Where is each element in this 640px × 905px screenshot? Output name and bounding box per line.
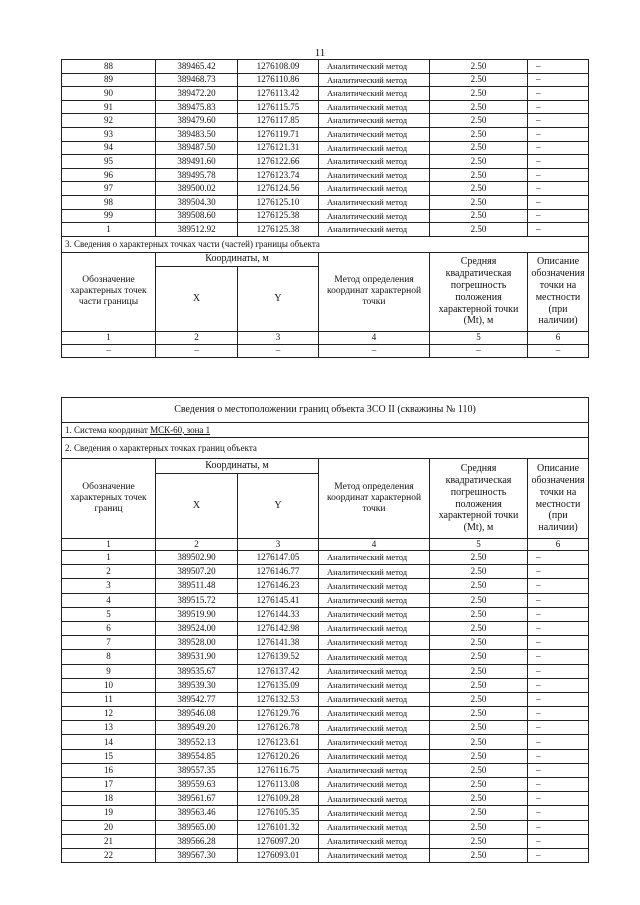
col-num: 6 <box>528 331 589 344</box>
method-cell: Аналитический метод <box>319 707 430 721</box>
col-num: 1 <box>62 539 156 551</box>
header-description: Описание обозначения точки на местности (при наличии) <box>528 459 589 539</box>
error-cell: 2.50 <box>430 565 528 579</box>
point-number: 98 <box>62 195 156 209</box>
point-number: 92 <box>62 114 156 128</box>
method-cell: Аналитический метод <box>319 73 430 87</box>
y-coordinate: 1276125.38 <box>238 209 319 223</box>
y-coordinate: 1276126.78 <box>238 721 319 735</box>
x-coordinate: 389483.50 <box>156 127 238 141</box>
table-row <box>62 678 589 692</box>
y-coordinate: 1276101.32 <box>238 820 319 834</box>
point-number: 15 <box>62 749 156 763</box>
description-cell: – <box>528 692 589 706</box>
y-coordinate: 1276109.28 <box>238 792 319 806</box>
empty-cell: – <box>62 344 156 357</box>
col-num: 6 <box>528 539 589 551</box>
table-row <box>62 114 589 128</box>
point-number: 21 <box>62 834 156 848</box>
method-cell: Аналитический метод <box>319 182 430 196</box>
method-cell: Аналитический метод <box>319 100 430 114</box>
y-coordinate: 1276132.53 <box>238 692 319 706</box>
point-number: 1 <box>62 223 156 237</box>
table-row <box>62 834 589 848</box>
table-row <box>62 593 589 607</box>
header-error: Средняя квадратическая погрешность положения характерной точки (Mt), м <box>430 252 528 331</box>
table-row <box>62 707 589 721</box>
coord-system-value: МСК-60, зона 1 <box>150 424 211 435</box>
header-method: Метод определения координат характерной точки <box>319 459 430 539</box>
block2-title: Сведения о местоположении границ объекта ЗСО II (скважины № 110) <box>62 398 589 423</box>
header-error: Средняя квадратическая погрешность положения характерной точки (Mt), м <box>430 459 528 539</box>
table-row <box>62 127 589 141</box>
y-coordinate: 1276147.05 <box>238 551 319 565</box>
coord-system-row <box>62 423 589 438</box>
y-coordinate: 1276129.76 <box>238 707 319 721</box>
table-row <box>62 223 589 237</box>
point-number: 97 <box>62 182 156 196</box>
description-cell: – <box>528 87 589 101</box>
y-coordinate: 1276146.23 <box>238 579 319 593</box>
table-row <box>62 195 589 209</box>
description-cell: – <box>528 100 589 114</box>
y-coordinate: 1276115.75 <box>238 100 319 114</box>
x-coordinate: 389475.83 <box>156 100 238 114</box>
method-cell: Аналитический метод <box>319 565 430 579</box>
table-row <box>62 763 589 777</box>
description-cell: – <box>528 664 589 678</box>
x-coordinate: 389519.90 <box>156 607 238 621</box>
error-cell: 2.50 <box>430 73 528 87</box>
header-y: Y <box>238 266 319 331</box>
error-cell: 2.50 <box>430 707 528 721</box>
x-coordinate: 389563.46 <box>156 806 238 820</box>
error-cell: 2.50 <box>430 749 528 763</box>
y-coordinate: 1276123.61 <box>238 735 319 749</box>
description-cell: – <box>528 195 589 209</box>
table-row <box>62 820 589 834</box>
x-coordinate: 389515.72 <box>156 593 238 607</box>
method-cell: Аналитический метод <box>319 749 430 763</box>
method-cell: Аналитический метод <box>319 60 430 74</box>
error-cell: 2.50 <box>430 100 528 114</box>
method-cell: Аналитический метод <box>319 593 430 607</box>
y-coordinate: 1276125.10 <box>238 195 319 209</box>
x-coordinate: 389511.48 <box>156 579 238 593</box>
table-row <box>62 155 589 169</box>
y-coordinate: 1276123.74 <box>238 168 319 182</box>
header-x: X <box>156 266 238 331</box>
point-number: 17 <box>62 778 156 792</box>
point-number: 9 <box>62 664 156 678</box>
point-number: 96 <box>62 168 156 182</box>
error-cell: 2.50 <box>430 223 528 237</box>
description-cell: – <box>528 114 589 128</box>
table-row <box>62 168 589 182</box>
method-cell: Аналитический метод <box>319 607 430 621</box>
point-number: 89 <box>62 73 156 87</box>
x-coordinate: 389491.60 <box>156 155 238 169</box>
x-coordinate: 389565.00 <box>156 820 238 834</box>
error-cell: 2.50 <box>430 87 528 101</box>
y-coordinate: 1276113.08 <box>238 778 319 792</box>
description-cell: – <box>528 593 589 607</box>
empty-cell: – <box>319 344 430 357</box>
section2-title: 2. Сведения о характерных точках границ объекта <box>62 438 589 459</box>
method-cell: Аналитический метод <box>319 223 430 237</box>
error-cell: 2.50 <box>430 792 528 806</box>
error-cell: 2.50 <box>430 593 528 607</box>
method-cell: Аналитический метод <box>319 792 430 806</box>
description-cell: – <box>528 168 589 182</box>
table-row <box>62 735 589 749</box>
table-row <box>62 621 589 635</box>
y-coordinate: 1276097.20 <box>238 834 319 848</box>
point-number: 95 <box>62 155 156 169</box>
description-cell: – <box>528 551 589 565</box>
method-cell: Аналитический метод <box>319 141 430 155</box>
table-row <box>62 692 589 706</box>
y-coordinate: 1276139.52 <box>238 650 319 664</box>
col-num: 3 <box>238 331 319 344</box>
point-number: 91 <box>62 100 156 114</box>
method-cell: Аналитический метод <box>319 820 430 834</box>
method-cell: Аналитический метод <box>319 778 430 792</box>
y-coordinate: 1276110.86 <box>238 73 319 87</box>
error-cell: 2.50 <box>430 848 528 862</box>
x-coordinate: 389508.60 <box>156 209 238 223</box>
method-cell: Аналитический метод <box>319 834 430 848</box>
error-cell: 2.50 <box>430 778 528 792</box>
section3-title-row <box>62 236 589 252</box>
x-coordinate: 389507.20 <box>156 565 238 579</box>
method-cell: Аналитический метод <box>319 692 430 706</box>
point-number: 1 <box>62 551 156 565</box>
y-coordinate: 1276105.35 <box>238 806 319 820</box>
x-coordinate: 389549.20 <box>156 721 238 735</box>
table-row <box>62 100 589 114</box>
y-coordinate: 1276117.85 <box>238 114 319 128</box>
x-coordinate: 389495.78 <box>156 168 238 182</box>
table-row <box>62 73 589 87</box>
x-coordinate: 389500.02 <box>156 182 238 196</box>
table-row <box>62 551 589 565</box>
header-x: X <box>156 474 238 539</box>
error-cell: 2.50 <box>430 678 528 692</box>
y-coordinate: 1276113.42 <box>238 87 319 101</box>
y-coordinate: 1276108.09 <box>238 60 319 74</box>
y-coordinate: 1276144.33 <box>238 607 319 621</box>
point-number: 5 <box>62 607 156 621</box>
block2-column-numbers <box>62 539 589 551</box>
y-coordinate: 1276146.77 <box>238 565 319 579</box>
error-cell: 2.50 <box>430 721 528 735</box>
description-cell: – <box>528 223 589 237</box>
point-number: 22 <box>62 848 156 862</box>
error-cell: 2.50 <box>430 168 528 182</box>
error-cell: 2.50 <box>430 60 528 74</box>
col-num: 2 <box>156 331 238 344</box>
method-cell: Аналитический метод <box>319 114 430 128</box>
col-num: 3 <box>238 539 319 551</box>
table-row <box>62 141 589 155</box>
x-coordinate: 389559.63 <box>156 778 238 792</box>
y-coordinate: 1276120.26 <box>238 749 319 763</box>
x-coordinate: 389557.35 <box>156 763 238 777</box>
description-cell: – <box>528 792 589 806</box>
method-cell: Аналитический метод <box>319 848 430 862</box>
table-row <box>62 806 589 820</box>
x-coordinate: 389512.92 <box>156 223 238 237</box>
description-cell: – <box>528 806 589 820</box>
error-cell: 2.50 <box>430 141 528 155</box>
y-coordinate: 1276137.42 <box>238 664 319 678</box>
point-number: 6 <box>62 621 156 635</box>
error-cell: 2.50 <box>430 155 528 169</box>
point-number: 13 <box>62 721 156 735</box>
x-coordinate: 389468.73 <box>156 73 238 87</box>
x-coordinate: 389566.28 <box>156 834 238 848</box>
point-number: 2 <box>62 565 156 579</box>
table-row <box>62 778 589 792</box>
description-cell: – <box>528 778 589 792</box>
method-cell: Аналитический метод <box>319 721 430 735</box>
point-number: 99 <box>62 209 156 223</box>
error-cell: 2.50 <box>430 834 528 848</box>
error-cell: 2.50 <box>430 579 528 593</box>
description-cell: – <box>528 141 589 155</box>
description-cell: – <box>528 749 589 763</box>
y-coordinate: 1276135.09 <box>238 678 319 692</box>
point-number: 14 <box>62 735 156 749</box>
description-cell: – <box>528 155 589 169</box>
col-num: 4 <box>319 331 430 344</box>
x-coordinate: 389561.67 <box>156 792 238 806</box>
y-coordinate: 1276121.31 <box>238 141 319 155</box>
y-coordinate: 1276116.75 <box>238 763 319 777</box>
header-coordinates: Координаты, м <box>156 459 319 474</box>
description-cell: – <box>528 721 589 735</box>
x-coordinate: 389487.50 <box>156 141 238 155</box>
point-number: 20 <box>62 820 156 834</box>
method-cell: Аналитический метод <box>319 209 430 223</box>
y-coordinate: 1276142.98 <box>238 621 319 635</box>
method-cell: Аналитический метод <box>319 763 430 777</box>
method-cell: Аналитический метод <box>319 650 430 664</box>
point-number: 8 <box>62 650 156 664</box>
section3-empty-row <box>62 344 589 357</box>
table-row <box>62 579 589 593</box>
y-coordinate: 1276125.38 <box>238 223 319 237</box>
x-coordinate: 389552.13 <box>156 735 238 749</box>
description-cell: – <box>528 678 589 692</box>
description-cell: – <box>528 763 589 777</box>
table-row <box>62 182 589 196</box>
error-cell: 2.50 <box>430 735 528 749</box>
description-cell: – <box>528 127 589 141</box>
error-cell: 2.50 <box>430 127 528 141</box>
x-coordinate: 389531.90 <box>156 650 238 664</box>
table-row <box>62 749 589 763</box>
error-cell: 2.50 <box>430 650 528 664</box>
method-cell: Аналитический метод <box>319 127 430 141</box>
point-number: 16 <box>62 763 156 777</box>
description-cell: – <box>528 182 589 196</box>
y-coordinate: 1276124.56 <box>238 182 319 196</box>
col-num: 4 <box>319 539 430 551</box>
description-cell: – <box>528 820 589 834</box>
x-coordinate: 389502.90 <box>156 551 238 565</box>
description-cell: – <box>528 579 589 593</box>
method-cell: Аналитический метод <box>319 87 430 101</box>
x-coordinate: 389504.30 <box>156 195 238 209</box>
point-number: 93 <box>62 127 156 141</box>
method-cell: Аналитический метод <box>319 678 430 692</box>
y-coordinate: 1276093.01 <box>238 848 319 862</box>
table-row <box>62 60 589 74</box>
description-cell: – <box>528 650 589 664</box>
description-cell: – <box>528 636 589 650</box>
table-row <box>62 209 589 223</box>
description-cell: – <box>528 848 589 862</box>
block2-title-row <box>62 398 589 423</box>
header-description: Описание обозначения точки на местности (при наличии) <box>528 252 589 331</box>
x-coordinate: 389472.20 <box>156 87 238 101</box>
table-row <box>62 848 589 862</box>
error-cell: 2.50 <box>430 182 528 196</box>
col-num: 5 <box>430 331 528 344</box>
x-coordinate: 389524.00 <box>156 621 238 635</box>
point-number: 94 <box>62 141 156 155</box>
header-coordinates: Координаты, м <box>156 252 319 266</box>
error-cell: 2.50 <box>430 551 528 565</box>
x-coordinate: 389539.30 <box>156 678 238 692</box>
y-coordinate: 1276122.66 <box>238 155 319 169</box>
error-cell: 2.50 <box>430 636 528 650</box>
empty-cell: – <box>156 344 238 357</box>
section3-column-numbers <box>62 331 589 344</box>
section3-header-row-1 <box>62 252 589 266</box>
description-cell: – <box>528 60 589 74</box>
table-row <box>62 664 589 678</box>
method-cell: Аналитический метод <box>319 735 430 749</box>
x-coordinate: 389479.60 <box>156 114 238 128</box>
error-cell: 2.50 <box>430 195 528 209</box>
boundary-points-table-continued <box>61 59 589 358</box>
point-number: 10 <box>62 678 156 692</box>
description-cell: – <box>528 565 589 579</box>
coord-system <box>62 423 589 438</box>
method-cell: Аналитический метод <box>319 551 430 565</box>
x-coordinate: 389546.08 <box>156 707 238 721</box>
method-cell: Аналитический метод <box>319 664 430 678</box>
table-row <box>62 565 589 579</box>
y-coordinate: 1276141.38 <box>238 636 319 650</box>
error-cell: 2.50 <box>430 209 528 223</box>
col-num: 2 <box>156 539 238 551</box>
x-coordinate: 389528.00 <box>156 636 238 650</box>
error-cell: 2.50 <box>430 806 528 820</box>
table-row <box>62 721 589 735</box>
point-number: 7 <box>62 636 156 650</box>
table-row <box>62 650 589 664</box>
error-cell: 2.50 <box>430 763 528 777</box>
table-row <box>62 792 589 806</box>
point-number: 11 <box>62 692 156 706</box>
point-number: 4 <box>62 593 156 607</box>
zso-boundary-table <box>61 397 589 863</box>
y-coordinate: 1276119.71 <box>238 127 319 141</box>
method-cell: Аналитический метод <box>319 168 430 182</box>
header-method: Метод определения координат характерной точки <box>319 252 430 331</box>
y-coordinate: 1276145.41 <box>238 593 319 607</box>
coord-system-prefix: 1. Система координат <box>65 424 151 435</box>
method-cell: Аналитический метод <box>319 195 430 209</box>
point-number: 88 <box>62 60 156 74</box>
description-cell: – <box>528 735 589 749</box>
description-cell: – <box>528 209 589 223</box>
point-number: 18 <box>62 792 156 806</box>
col-num: 5 <box>430 539 528 551</box>
header-point-label: Обозначение характерных точек части границы <box>62 252 156 331</box>
error-cell: 2.50 <box>430 114 528 128</box>
description-cell: – <box>528 707 589 721</box>
method-cell: Аналитический метод <box>319 579 430 593</box>
method-cell: Аналитический метод <box>319 621 430 635</box>
point-number: 12 <box>62 707 156 721</box>
table-row <box>62 636 589 650</box>
table-row <box>62 607 589 621</box>
section2-title-row <box>62 438 589 459</box>
x-coordinate: 389554.85 <box>156 749 238 763</box>
description-cell: – <box>528 621 589 635</box>
header-point-label: Обозначение характерных точек границ <box>62 459 156 539</box>
method-cell: Аналитический метод <box>319 636 430 650</box>
empty-cell: – <box>528 344 589 357</box>
method-cell: Аналитический метод <box>319 806 430 820</box>
error-cell: 2.50 <box>430 820 528 834</box>
point-number: 90 <box>62 87 156 101</box>
table-row <box>62 87 589 101</box>
x-coordinate: 389535.67 <box>156 664 238 678</box>
point-number: 3 <box>62 579 156 593</box>
description-cell: – <box>528 73 589 87</box>
x-coordinate: 389465.42 <box>156 60 238 74</box>
description-cell: – <box>528 834 589 848</box>
empty-cell: – <box>430 344 528 357</box>
error-cell: 2.50 <box>430 664 528 678</box>
section3-title: 3. Сведения о характерных точках части (частей) границы объекта <box>62 236 589 252</box>
page-number: 11 <box>314 47 326 59</box>
point-number: 19 <box>62 806 156 820</box>
empty-cell: – <box>238 344 319 357</box>
x-coordinate: 389567.30 <box>156 848 238 862</box>
block2-header-row-1 <box>62 459 589 474</box>
method-cell: Аналитический метод <box>319 155 430 169</box>
description-cell: – <box>528 607 589 621</box>
error-cell: 2.50 <box>430 621 528 635</box>
error-cell: 2.50 <box>430 607 528 621</box>
error-cell: 2.50 <box>430 692 528 706</box>
header-y: Y <box>238 474 319 539</box>
col-num: 1 <box>62 331 156 344</box>
x-coordinate: 389542.77 <box>156 692 238 706</box>
